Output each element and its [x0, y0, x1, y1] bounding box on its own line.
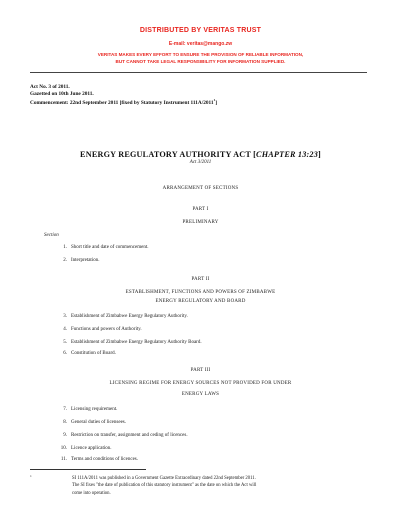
part-1-subtitle: PRELIMINARY — [182, 220, 219, 225]
toc-item[interactable] — [54, 245, 148, 250]
part-2-subtitle-line-1: ESTABLISHMENT, FUNCTIONS AND POWERS OF ZIMBABWE — [125, 290, 276, 295]
part-2-subtitle-line-2: ENERGY REGULATORY AND BOARD — [155, 299, 246, 304]
distributor-title: DISTRIBUTED BY VERITAS TRUST — [139, 27, 262, 34]
toc-item-text: Licence application. — [71, 446, 112, 451]
act-title-close: ] — [318, 150, 321, 159]
distributor-email[interactable]: E-mail: veritas@mango.zw — [168, 41, 233, 47]
act-number: Act No. 3 of 2011. — [30, 84, 70, 90]
footnote-line-1: SI 111A/2011 was published in a Government Gazette Extraordinary dated 22nd September 2011. — [72, 476, 256, 481]
part-3-subtitle-line-2: ENERGY LAWS — [181, 392, 220, 397]
arrangement-heading: ARRANGEMENT OF SECTIONS — [162, 186, 239, 191]
commencement-date — [30, 98, 217, 106]
toc-item[interactable] — [54, 433, 188, 438]
toc-item-number: 7. — [63, 407, 67, 412]
toc-item-text: Establishment of Zimbabwe Energy Regulatory Authority. — [71, 314, 188, 319]
toc-item[interactable] — [54, 314, 188, 319]
toc-item[interactable] — [54, 327, 142, 332]
header-divider — [30, 72, 367, 73]
part-3-subtitle-line-1: LICENSING REGIME FOR ENERGY SOURCES NOT PROVIDED FOR UNDER — [109, 381, 292, 386]
act-subtitle: Act 3/2011 — [189, 160, 212, 165]
disclaimer-line-1: VERITAS MAKES EVERY EFFORT TO ENSURE THE PROVISION OF RELIABLE INFORMATION, — [97, 52, 304, 57]
toc-item-text: Licensing requirement. — [71, 407, 118, 412]
commencement-close: ] — [215, 99, 218, 106]
toc-item-text: Functions and powers of Authority. — [71, 327, 142, 332]
toc-item[interactable] — [54, 420, 126, 425]
footnote-line-2: The SI fixes "the date of publication of this statutory instrument" as the date on which the Act will — [72, 483, 257, 489]
toc-item-number: 8. — [63, 420, 67, 425]
footnote-line-3: come into operation. — [72, 490, 111, 496]
toc-item-text: Interpretation. — [71, 258, 100, 263]
disclaimer-line-2: BUT CANNOT TAKE LEGAL RESPONSIBILITY FOR INFORMATION SUPPLIED. — [115, 59, 286, 64]
toc-item-number: 6. — [63, 351, 67, 356]
toc-item-text: Restriction on transfer, assignment and ceding of licences. — [71, 433, 188, 438]
toc-item-number: 9. — [63, 433, 67, 438]
toc-item-text: Terms and conditions of licences. — [71, 457, 138, 462]
toc-item-number: 5. — [63, 340, 67, 345]
toc-item-number: 10. — [60, 446, 67, 451]
commencement-text: Commencement: 22nd September 2011 [fixed by Statutory Instrument 111A/2011 — [30, 99, 214, 106]
part-1-title: PART I — [192, 207, 209, 212]
toc-item[interactable] — [54, 407, 117, 412]
part-3-title: PART III — [190, 368, 211, 373]
section-column-label: Section — [44, 233, 59, 238]
toc-item[interactable] — [54, 446, 112, 451]
toc-item-text: General duties of licensees. — [71, 420, 126, 425]
act-chapter: CHAPTER 13:23 — [256, 150, 319, 159]
toc-item[interactable] — [54, 457, 138, 462]
footnote-text — [72, 475, 372, 497]
toc-item-text: Constitution of Board. — [71, 351, 116, 356]
toc-item[interactable] — [54, 258, 99, 263]
toc-item-number: 1. — [63, 245, 67, 250]
toc-item-number: 4. — [63, 327, 67, 332]
toc-item[interactable] — [54, 340, 202, 345]
toc-item[interactable] — [54, 351, 116, 356]
toc-item-text: Short title and date of commencement. — [71, 245, 149, 250]
footnote-divider — [30, 469, 146, 470]
gazetted-date: Gazetted on 10th June 2011. — [30, 91, 94, 97]
part-2-title: PART II — [191, 277, 210, 282]
toc-item-text: Establishment of Zimbabwe Energy Regulatory Authority Board. — [71, 340, 202, 345]
toc-item-number: 11. — [60, 457, 67, 462]
act-title-main: ENERGY REGULATORY AUTHORITY ACT [ — [80, 150, 257, 159]
footnote-marker: 1 — [30, 474, 32, 478]
toc-item-number: 2. — [63, 258, 67, 263]
act-title — [0, 150, 401, 159]
footnote-ref[interactable]: 1 — [213, 98, 216, 102]
toc-item-number: 3. — [63, 314, 67, 319]
